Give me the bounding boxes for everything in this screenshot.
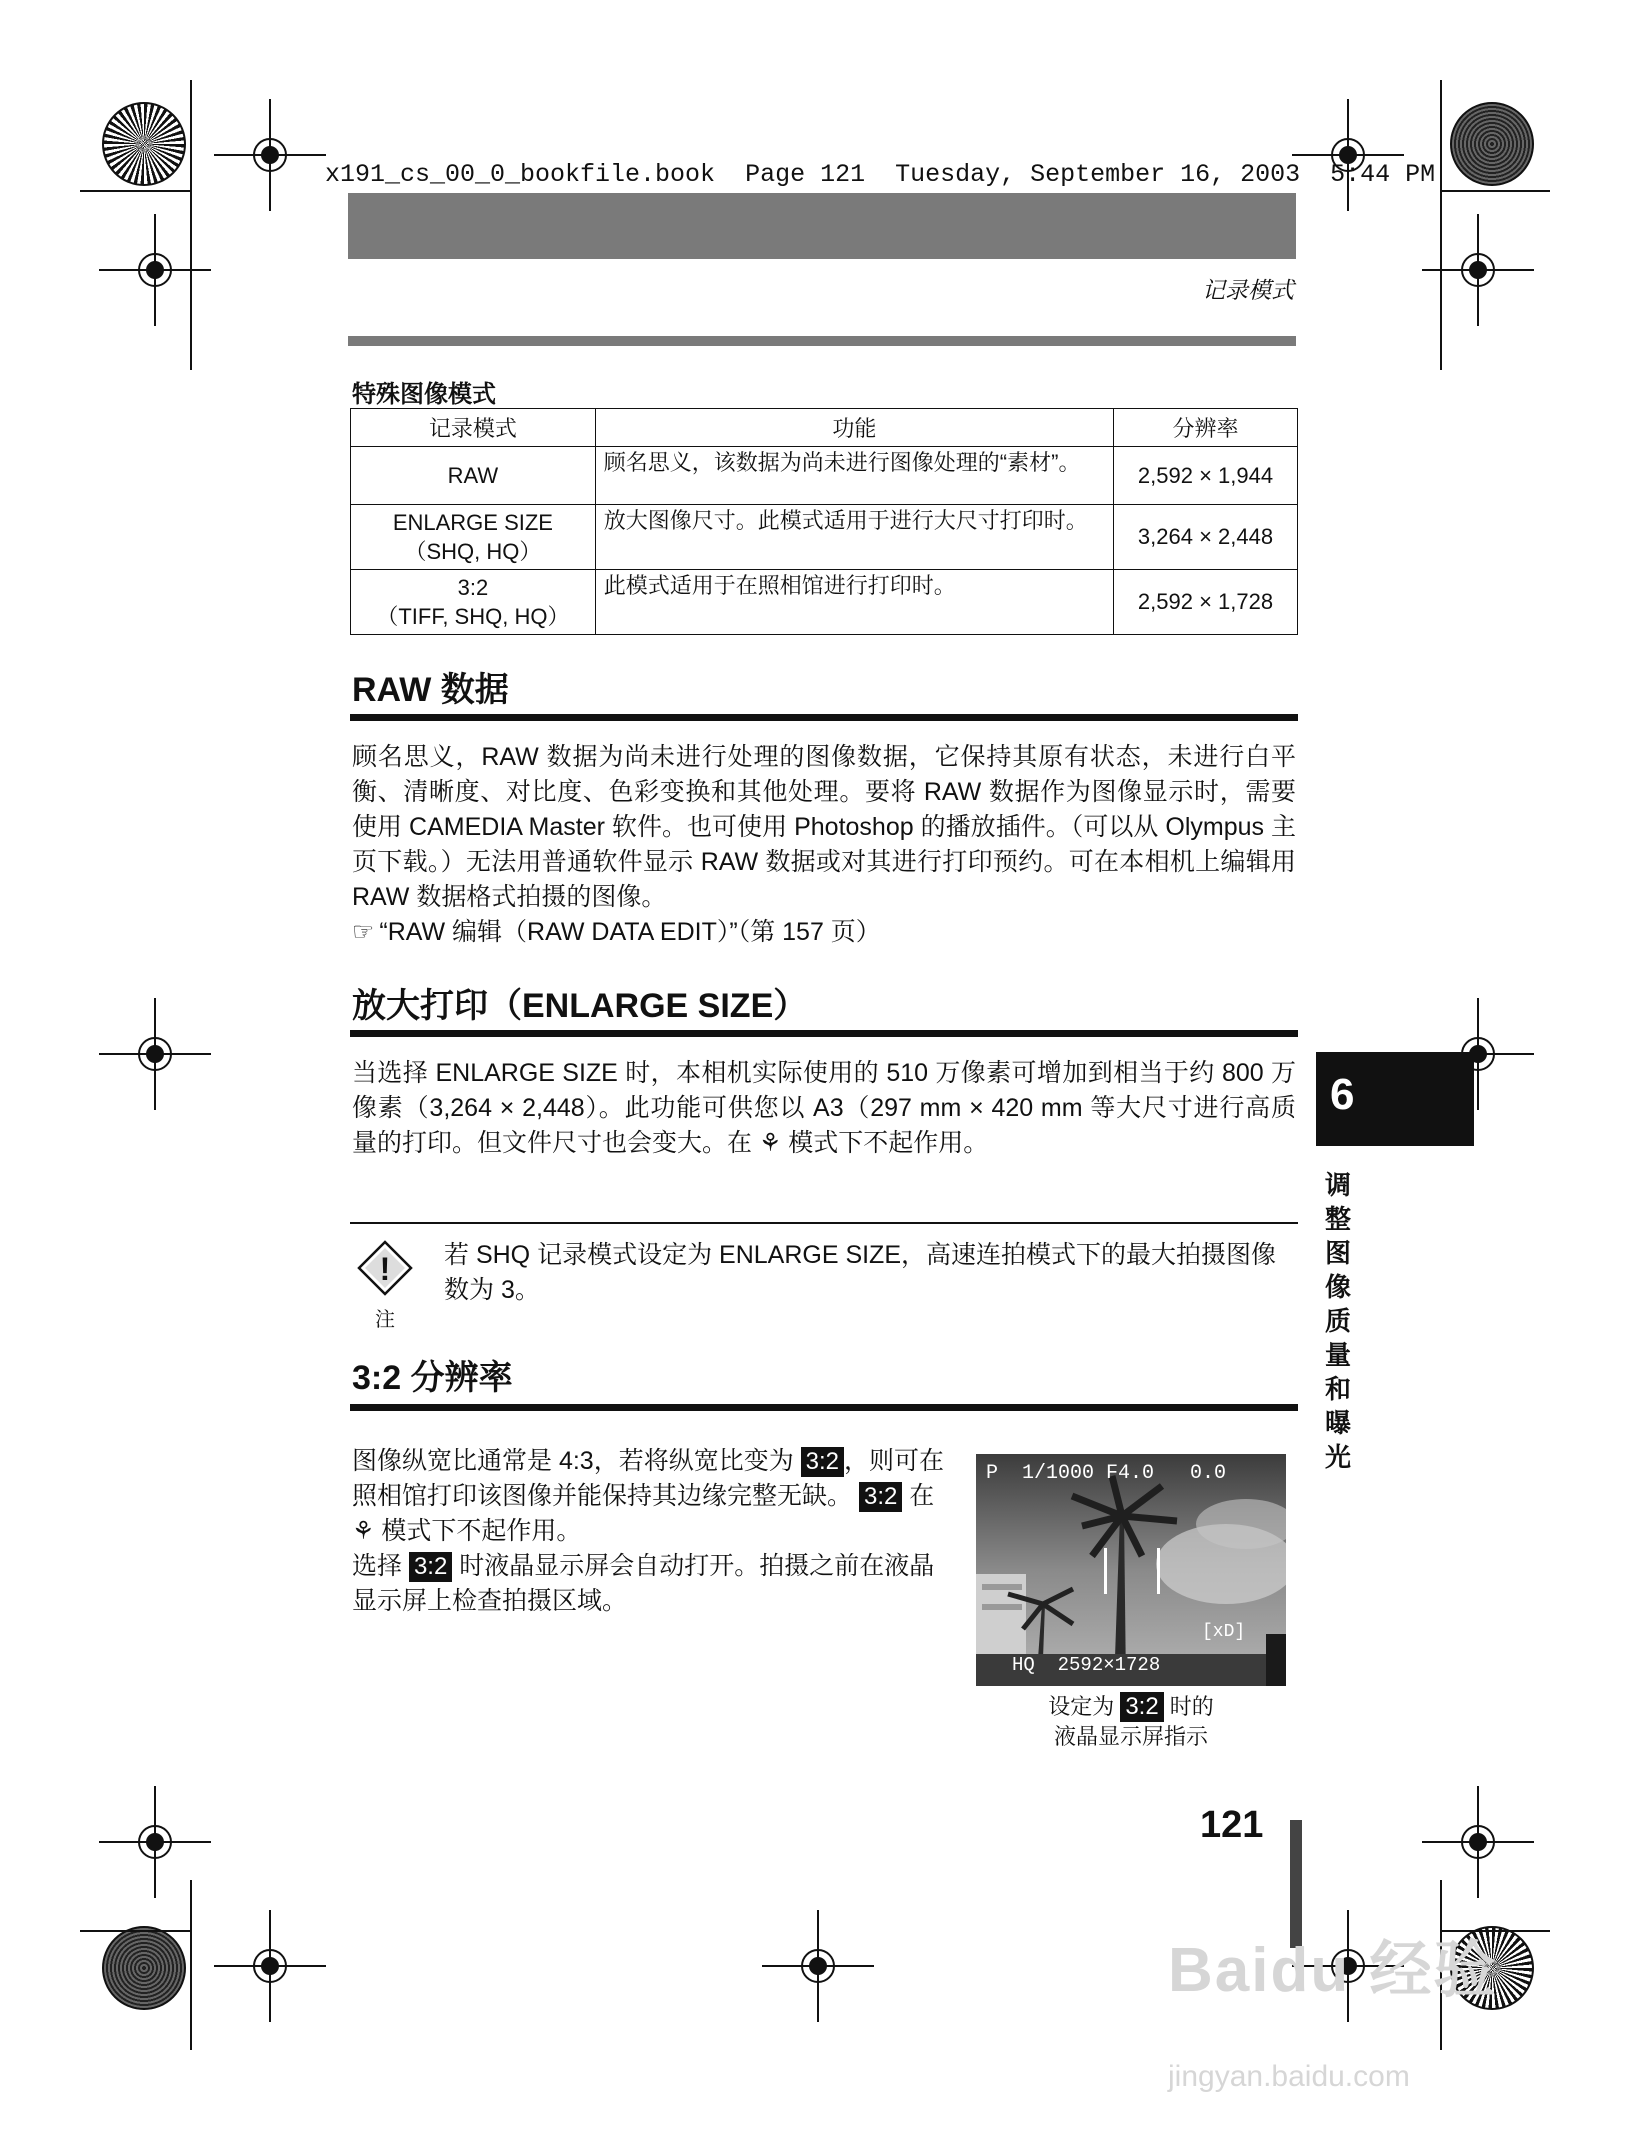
lcd-preview-image [976, 1454, 1286, 1686]
heading-underline [350, 1030, 1298, 1037]
registration-circle-bottom-left [102, 1926, 186, 2010]
mode-variants: （TIFF, SHQ, HQ） [376, 604, 570, 629]
heading-underline [350, 1404, 1298, 1411]
raw-body-text [352, 740, 1296, 950]
lcd-media-indicator: [xD] [1202, 1622, 1246, 1642]
table-row [351, 570, 1298, 635]
column-header: 记录模式 [351, 409, 596, 447]
watermark-url: jingyan.baidu.com [1168, 2060, 1410, 2093]
table-title: 特殊图像模式 [352, 381, 496, 408]
column-header: 功能 [595, 409, 1113, 447]
chapter-title-vertical: 调整图像质量和曝光 [1324, 1170, 1351, 1472]
enlarge-body-text: 当选择 ENLARGE SIZE 时，本相机实际使用的 510 万像素可增加到相当于约 800 万像素（3,264 × 2,448）。此功能可供您以 A3（297 mm × 420 mm 等大尺寸进行高质量的打印。但文件尺寸也会变大。在 ⚘ 模式下不起作用。 [352, 1059, 1296, 1157]
divider [348, 336, 1296, 346]
mode-name: RAW [447, 463, 499, 488]
column-header: 分辨率 [1114, 409, 1298, 447]
section-heading-enlarge: 放大打印（ENLARGE SIZE） [352, 987, 808, 1025]
mode-cell [351, 505, 596, 570]
mode-name: 3:2 [457, 575, 489, 600]
chapter-tab [1316, 1052, 1474, 1146]
lcd-quality-readout: HQ 2592×1728 [1012, 1654, 1161, 1676]
registration-starburst-top-left [102, 102, 186, 186]
mode-cell [351, 570, 596, 635]
resolution-cell: 3,264 × 2,448 [1114, 505, 1298, 570]
ratio-text: 时液晶显示屏会自动打开。拍摄之前在液晶显示屏上检查拍摄区域。 [352, 1552, 935, 1615]
special-modes-table [350, 408, 1298, 635]
caption-text: 设定为 [1048, 1694, 1121, 1719]
function-cell: 顾名思义，该数据为尚未进行图像处理的“素材”。 [595, 447, 1113, 505]
heading-underline [350, 714, 1298, 721]
chapter-number: 6 [1330, 1070, 1355, 1119]
trim-line [190, 1880, 192, 2050]
note-divider [350, 1222, 1298, 1224]
trim-line [80, 190, 190, 192]
resolution-cell: 2,592 × 1,728 [1114, 570, 1298, 635]
page-reference-link[interactable]: “RAW 编辑（RAW DATA EDIT）”（第 157 页） [379, 918, 881, 946]
mode-cell [351, 447, 596, 505]
section-heading-ratio: 3:2 分辨率 [352, 1359, 513, 1397]
table-row [351, 505, 1298, 570]
trim-line [80, 1930, 190, 1932]
caption-text: 液晶显示屏指示 [1053, 1724, 1208, 1749]
caption-text: 时的 [1163, 1694, 1214, 1719]
resolution-cell: 2,592 × 1,944 [1114, 447, 1298, 505]
header-bar [348, 193, 1296, 259]
trim-line [1440, 190, 1550, 192]
reference-pointer-icon: ☞ [352, 918, 373, 946]
ratio-text: 图像纵宽比通常是 4:3，若将纵宽比变为 [352, 1447, 801, 1475]
trim-line [1440, 80, 1442, 370]
trim-line [190, 80, 192, 370]
ratio-body-text [352, 1444, 952, 1619]
mode-variants: （SHQ, HQ） [404, 539, 542, 564]
lcd-exposure-readout: P 1/1000 F4.0 0.0 [986, 1462, 1227, 1485]
ratio-badge: 3:2 [409, 1552, 452, 1582]
ratio-text: 在 ⚘ 模式下不起作用。 [352, 1482, 935, 1545]
af-target-bracket [1104, 1548, 1160, 1594]
ratio-badge: 3:2 [859, 1482, 902, 1512]
mode-name: ENLARGE SIZE [392, 510, 553, 535]
table-row [351, 447, 1298, 505]
ratio-badge: 3:2 [1120, 1692, 1163, 1722]
ratio-text: 选择 [352, 1552, 409, 1580]
watermark-logo: Baidu 经验 [1168, 1936, 1498, 2005]
page-number: 121 [1200, 1804, 1264, 1846]
ratio-text: ，则可在照相馆打印该图像并能保持其边缘完整无缺。 [352, 1447, 945, 1510]
lcd-caption [976, 1692, 1286, 1752]
print-file-header: x191_cs_00_0_bookfile.book Page 121 Tuesday, September 16, 2003 5:44 PM [325, 160, 1436, 189]
raw-paragraph: 顾名思义，RAW 数据为尚未进行处理的图像数据，它保持其原有状态，未进行白平衡、清晰度、对比度、色彩变换和其他处理。要将 RAW 数据作为图像显示时，需要使用 CAMEDIA Master 软件。也可使用 Photoshop 的播放插件。（可以从 Olympus 主页下载。）无法用普通软件显示 RAW 数据或对其进行打印预约。可在本相机上编辑用 RAW 数据格式拍摄的图像。 [352, 743, 1296, 911]
caution-icon [355, 1238, 415, 1331]
function-cell: 此模式适用于在照相馆进行打印时。 [595, 570, 1113, 635]
note-icon-glyph: ! [379, 1251, 391, 1287]
section-label: 记录模式 [1202, 277, 1294, 303]
ratio-badge: 3:2 [801, 1447, 844, 1477]
section-heading-raw: RAW 数据 [352, 671, 509, 709]
note-text: 若 SHQ 记录模式设定为 ENLARGE SIZE，高速连拍模式下的最大拍摄图像数为 3。 [444, 1241, 1277, 1304]
note-label: 注 [375, 1309, 395, 1331]
function-cell: 放大图像尺寸。此模式适用于进行大尺寸打印时。 [595, 505, 1113, 570]
table-header-row [351, 409, 1298, 447]
registration-circle-top-right [1450, 102, 1534, 186]
